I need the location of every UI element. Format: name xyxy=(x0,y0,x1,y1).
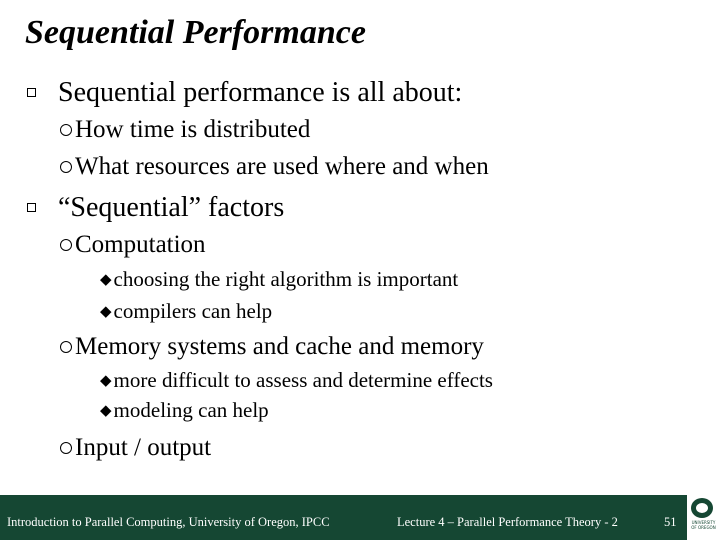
slide-title: Sequential Performance xyxy=(25,14,366,51)
bullet-2 xyxy=(27,192,284,224)
bullet-2-1-text: Computation xyxy=(75,231,206,258)
bullet-1-1-text: How time is distributed xyxy=(75,116,311,143)
circle-bullet-icon xyxy=(60,442,72,454)
square-bullet-icon xyxy=(27,203,36,212)
diamond-bullet-icon: ◆ xyxy=(100,403,112,419)
footer-lecture: Lecture 4 – Parallel Performance Theory - 2 xyxy=(397,515,618,529)
logo-wordmark: UNIVERSITY OF OREGON xyxy=(691,520,716,530)
bullet-2-2-text: Memory systems and cache and memory xyxy=(75,333,484,360)
bullet-2-1 xyxy=(60,231,206,259)
university-logo xyxy=(687,495,720,540)
bullet-1-2 xyxy=(60,153,489,181)
circle-bullet-icon xyxy=(60,124,72,136)
bullet-2-text: “Sequential” factors xyxy=(58,192,285,223)
square-bullet-icon xyxy=(27,88,36,97)
bullet-2-1-2-text: compilers can help xyxy=(113,299,273,323)
bullet-1-2-text: What resources are used where and when xyxy=(75,153,489,180)
bullet-1 xyxy=(27,77,462,109)
bullet-2-1-1-text: choosing the right algorithm is important xyxy=(113,267,459,291)
bullet-1-1 xyxy=(60,116,310,144)
bullet-1-text: Sequential performance is all about: xyxy=(58,77,463,108)
diamond-bullet-icon: ◆ xyxy=(100,373,112,389)
circle-bullet-icon xyxy=(60,341,72,353)
diamond-bullet-icon: ◆ xyxy=(100,272,112,288)
bullet-2-1-1 xyxy=(100,267,458,292)
bullet-2-3-text: Input / output xyxy=(75,434,212,461)
bullet-2-3 xyxy=(60,434,211,462)
diamond-bullet-icon: ◆ xyxy=(100,304,112,320)
bullet-2-2 xyxy=(60,333,484,361)
oregon-o-icon xyxy=(691,498,713,518)
bullet-2-2-2-text: modeling can help xyxy=(113,398,269,422)
circle-bullet-icon xyxy=(60,161,72,173)
circle-bullet-icon xyxy=(60,239,72,251)
page-number: 51 xyxy=(664,515,677,529)
bullet-2-2-1 xyxy=(100,368,493,393)
bullet-2-1-2 xyxy=(100,299,272,324)
bullet-2-2-2 xyxy=(100,398,269,423)
footer-course: Introduction to Parallel Computing, University of Oregon, IPCC xyxy=(7,515,330,529)
bullet-2-2-1-text: more difficult to assess and determine effects xyxy=(113,368,493,392)
footer-bar xyxy=(0,495,687,540)
